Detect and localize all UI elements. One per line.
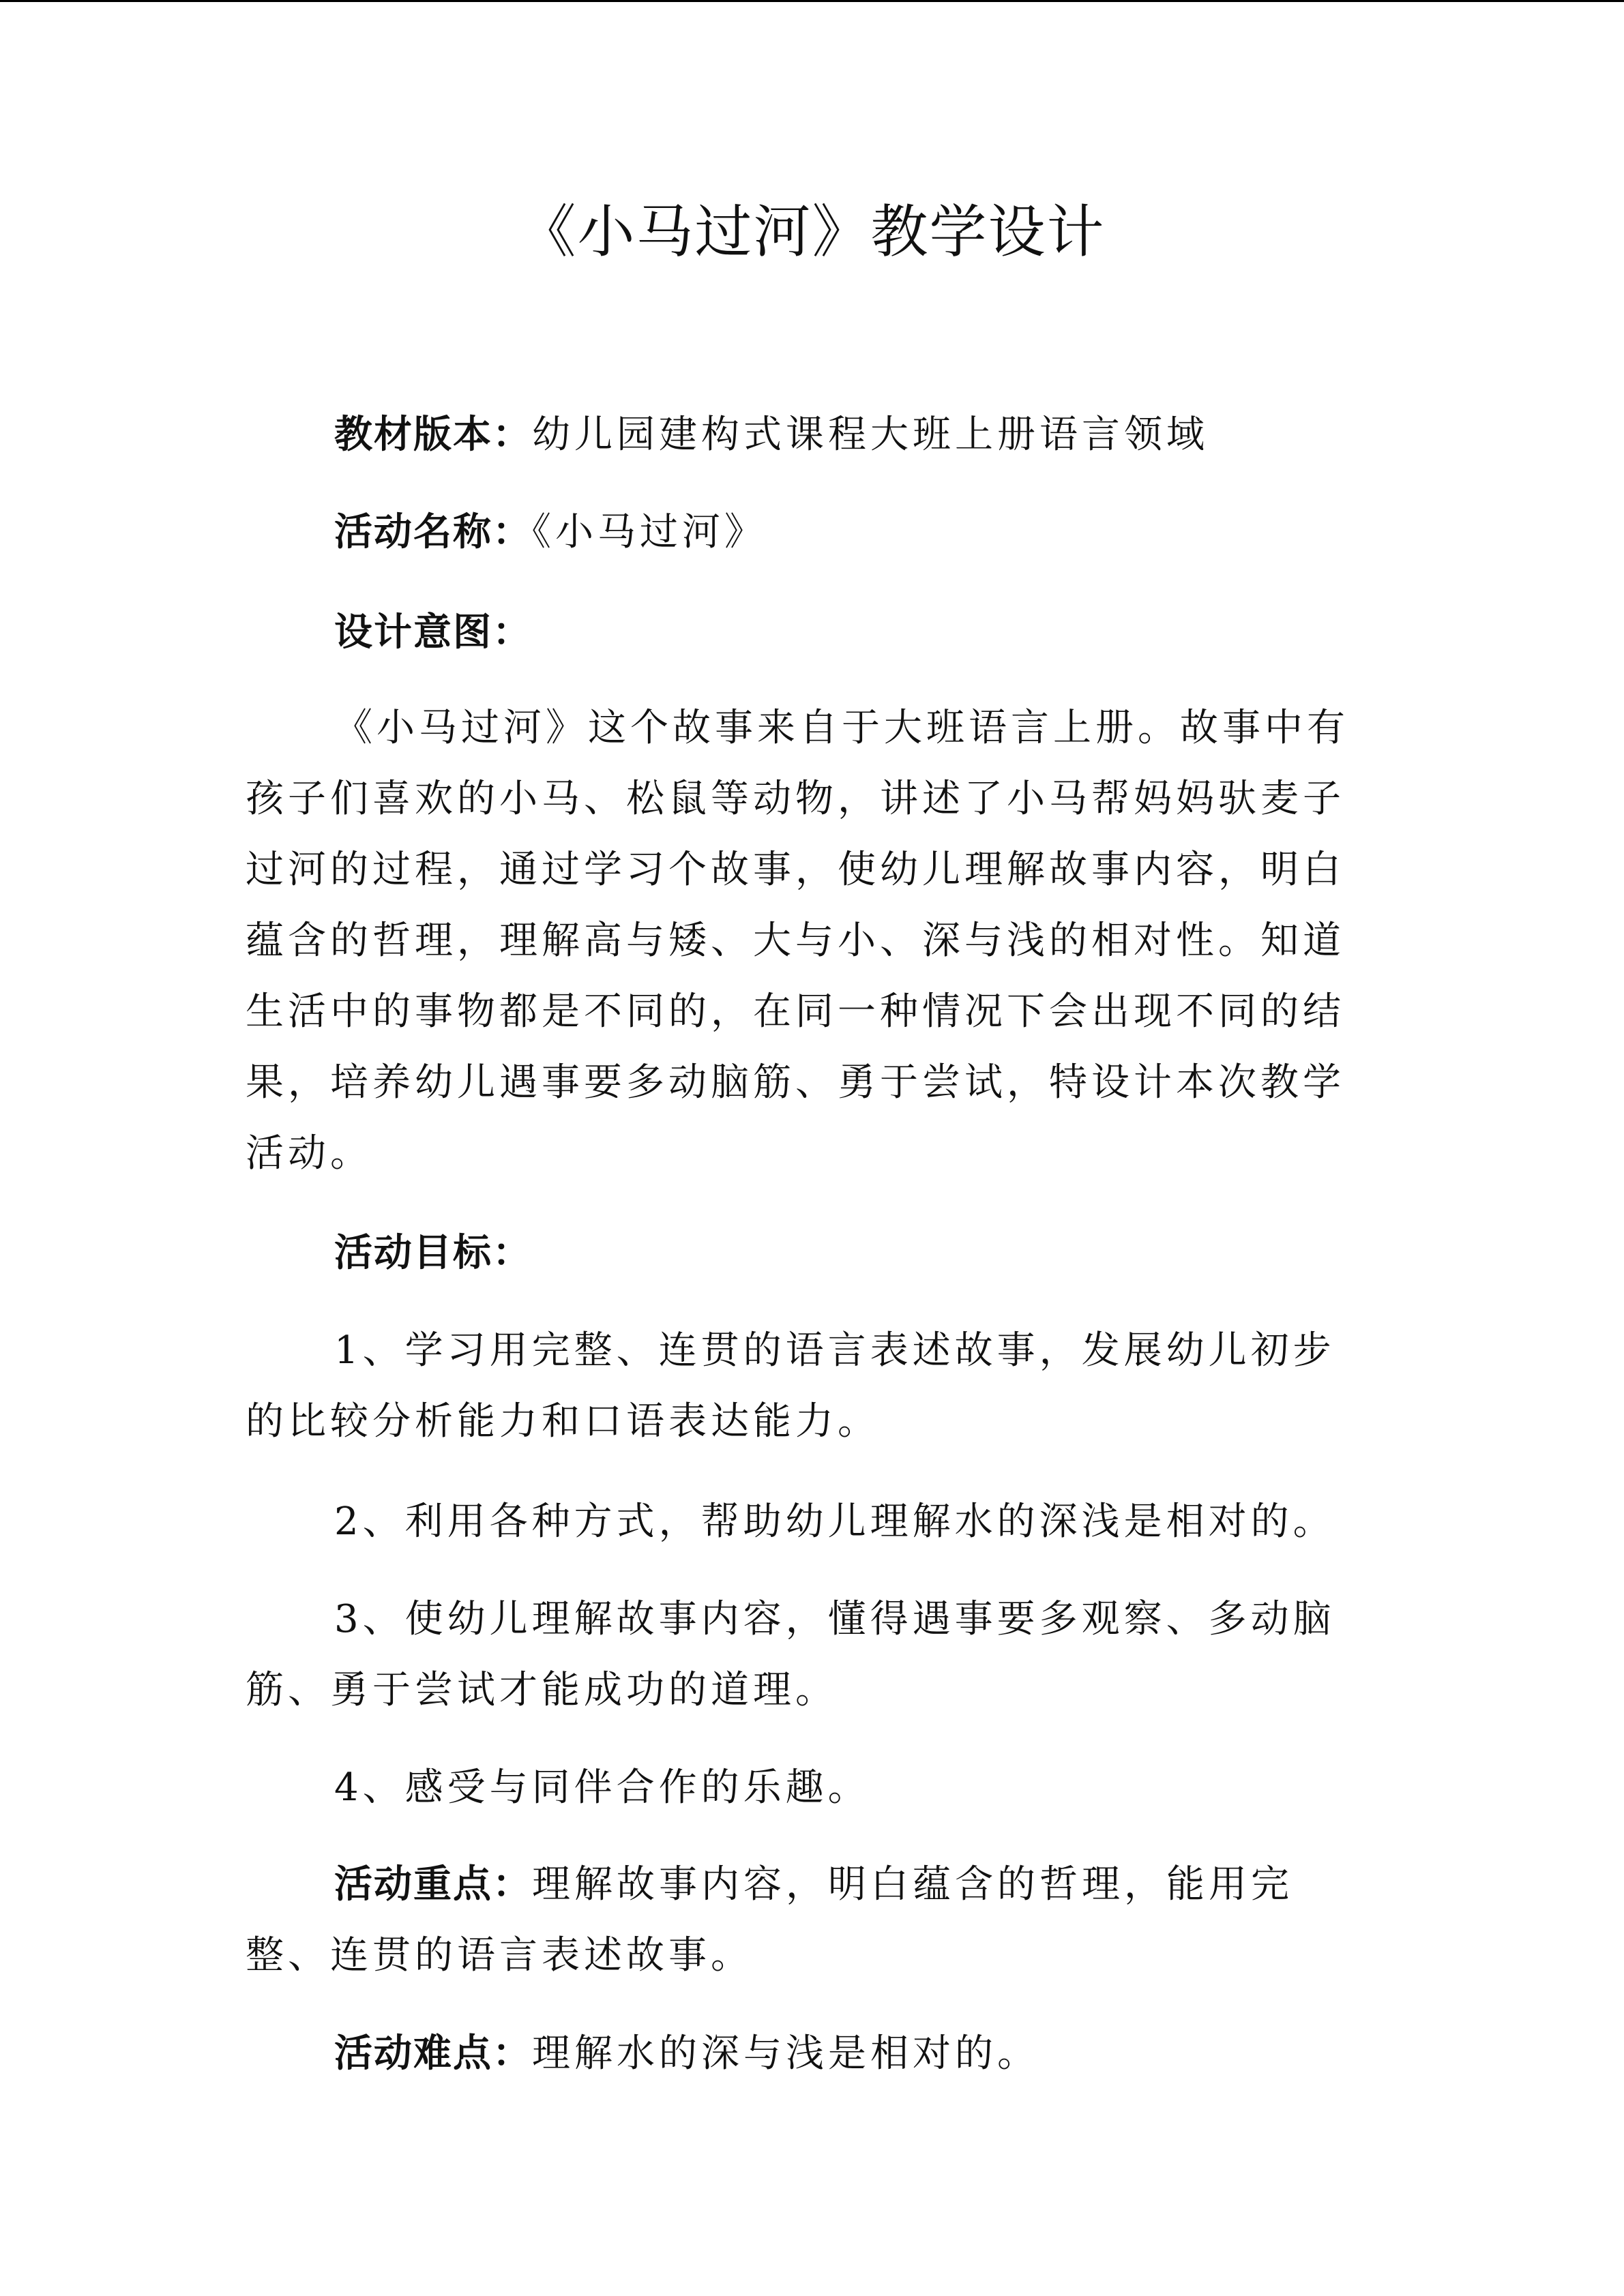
textbook-version-line (246, 408, 1364, 462)
key-point-paragraph (246, 1849, 1364, 1991)
goal-item-1: 1、学习用完整、连贯的语言表述故事，发展幼儿初步的比较分析能力和口语表达能力。 (246, 1328, 1335, 1444)
page-top-border (0, 0, 1624, 2)
design-intent-label: 设计意图： (334, 610, 532, 655)
goals-heading-line (246, 1226, 1364, 1281)
textbook-version-value: 幼儿园建构式课程大班上册语言领域 (532, 413, 1209, 457)
document-title: 《小马过河》教学设计 (518, 198, 1106, 265)
activity-name-line (246, 505, 1364, 560)
difficulty-label: 活动难点： (334, 2031, 532, 2076)
difficulty-line (246, 2027, 1364, 2081)
activity-name-label: 活动名称： (334, 510, 532, 554)
key-point-value: 理解故事内容，明白蕴含的哲理，能用完整、连贯的语言表述故事。 (246, 1862, 1293, 1978)
activity-name-value: 《小马过河》 (532, 510, 767, 554)
difficulty-value: 理解水的深与浅是相对的。 (532, 2031, 1039, 2076)
design-intent-paragraph: 《小马过河》这个故事来自于大班语言上册。故事中有孩子们喜欢的小马、松鼠等动物，讲述了小马帮妈妈驮麦子过河的过程，通过学习个故事，使幼儿理解故事内容，明白蕴含的哲理，理解高与矮、大与小、深与浅的相对性。知道生活中的事物都是不同的，在同一种情况下会出现不同的结果，培养幼儿遇事要多动脑筋、勇于尝试，特设计本次教学活动。 (246, 706, 1349, 1176)
goal-item-4: 4、感受与同伴合作的乐趣。 (334, 1765, 870, 1810)
textbook-version-label: 教材版本： (334, 413, 532, 457)
design-intent-line (246, 606, 1364, 660)
key-point-label: 活动重点： (334, 1862, 532, 1907)
goals-label: 活动目标： (334, 1231, 532, 1275)
goal-item-3: 3、使幼儿理解故事内容，懂得遇事要多观察、多动脑筋、勇于尝试才能成功的道理。 (246, 1597, 1335, 1712)
goal-item-2: 2、利用各种方式，帮助幼儿理解水的深浅是相对的。 (334, 1500, 1335, 1544)
